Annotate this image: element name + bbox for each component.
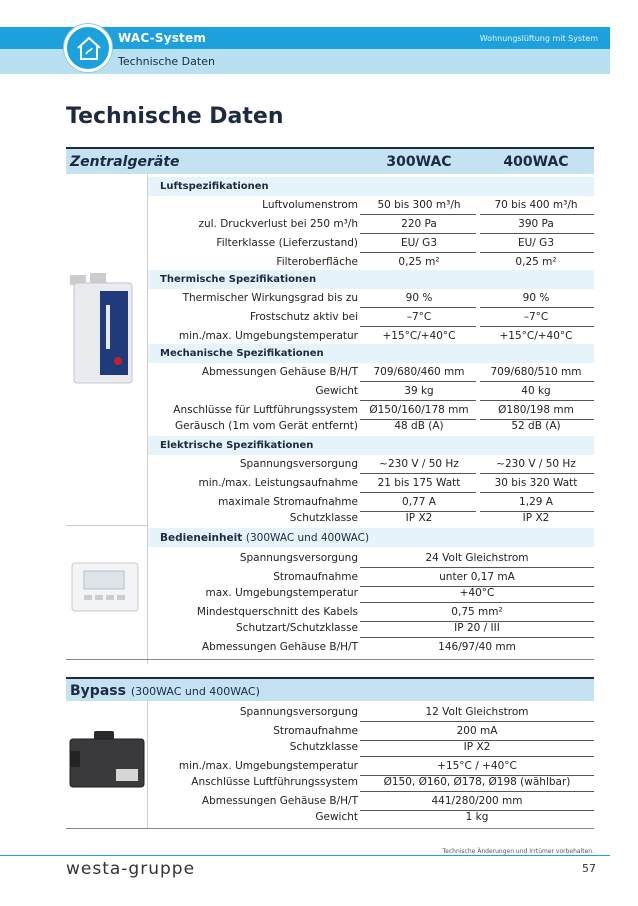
footer-line [0,855,610,856]
table-row: zul. Druckverlust bei 250 m³/h 220 Pa 390 Pa [148,215,594,234]
page-number: 57 [582,862,596,875]
table-bottom-line [66,659,594,660]
table-row: Frostschutz aktiv bei –7°C –7°C [148,308,594,327]
table-heading: Zentralgeräte [70,154,180,170]
header-title: WAC-System [118,31,207,45]
page-title: Technische Daten [66,104,284,129]
table-row: Filteroberfläche 0,25 m² 0,25 m² [276,256,557,268]
table-row: Mindestquerschnitt des Kabels 0,75 mm² [148,603,594,622]
table-row: max. Umgebungstemperatur +40°C [148,584,594,603]
header-subtitle: Technische Daten [118,55,215,68]
bypass-heading: Bypass (300WAC und 400WAC) [70,683,260,699]
header-slogan: Wohnungslüftung mit System [479,34,598,43]
table-row: Schutzklasse IP X2 [148,738,594,757]
table-row: Abmessungen Gehäuse B/H/T 441/280/200 mm [148,792,594,811]
section-control-unit: Bedieneinheit (300WAC und 400WAC) [148,528,594,547]
table-row: Geräusch (1m vom Gerät entfernt) 48 dB (A) 52 dB (A) [175,420,561,432]
table-row: Spannungsversorgung 12 Volt Gleichstrom [148,703,594,722]
central-units-table [66,147,594,664]
section-air: Luftspezifikationen [148,177,594,196]
table-row: Stromaufnahme unter 0,17 mA [148,568,594,587]
brand-logo: westa-gruppe [66,859,196,879]
table-row: Luftvolumenstrom 50 bis 300 m³/h 70 bis 400 m³/h [148,196,594,215]
table-row: min./max. Umgebungstemperatur +15°C / +40°C [148,757,594,776]
table-row: Anschlüsse für Luftführungssystem Ø150/160/178 mm Ø180/198 mm [148,401,594,420]
bypass-header [66,677,594,701]
table-row: Abmessungen Gehäuse B/H/T 709/680/460 mm 709/680/510 mm [148,363,594,382]
image-divider [66,525,148,526]
house-icon [75,34,103,62]
control-unit-image [68,557,144,617]
table-row: Abmessungen Gehäuse B/H/T 146/97/40 mm [201,641,516,653]
table-row: Thermischer Wirkungsgrad bis zu 90 % 90 % [148,289,594,308]
section-electrical: Elektrische Spezifikationen [148,436,594,455]
disclaimer: Technische Änderungen und Irrtümer vorbehalten. [442,848,594,855]
table-row: min./max. Leistungsaufnahme 21 bis 175 Watt 30 bis 320 Watt [148,474,594,493]
table-row: Schutzart/Schutzklasse IP 20 / III [148,619,594,638]
bypass-unit-image [68,729,148,791]
column-400wac: 400WAC [503,154,569,170]
table-row: Spannungsversorgung ~230 V / 50 Hz ~230 V / 50 Hz [148,455,594,474]
section-mechanical: Mechanische Spezifikationen [148,344,594,363]
table-row: Gewicht 1 kg [315,811,489,823]
house-logo [64,24,112,72]
ventilation-unit-image [66,247,146,397]
table-row: Schutzklasse IP X2 IP X2 [289,512,550,524]
table-bottom-line [66,828,594,829]
section-thermal: Thermische Spezifikationen [148,270,594,289]
table-row: Anschlüsse Luftführungssystem Ø150, Ø160, Ø178, Ø198 (wählbar) [148,773,594,792]
table-row: maximale Stromaufnahme 0,77 A 1,29 A [148,493,594,512]
table-row: Stromaufnahme 200 mA [148,722,594,741]
table-row: min./max. Umgebungstemperatur +15°C/+40°C +15°C/+40°C [178,330,573,342]
bypass-table [66,677,594,829]
table-row: Spannungsversorgung 24 Volt Gleichstrom [148,549,594,568]
table-row: Gewicht 39 kg 40 kg [148,382,594,401]
column-300wac: 300WAC [386,154,452,170]
table-header [66,147,594,174]
table-row: Filterklasse (Lieferzustand) EU/ G3 EU/ G3 [148,234,594,253]
